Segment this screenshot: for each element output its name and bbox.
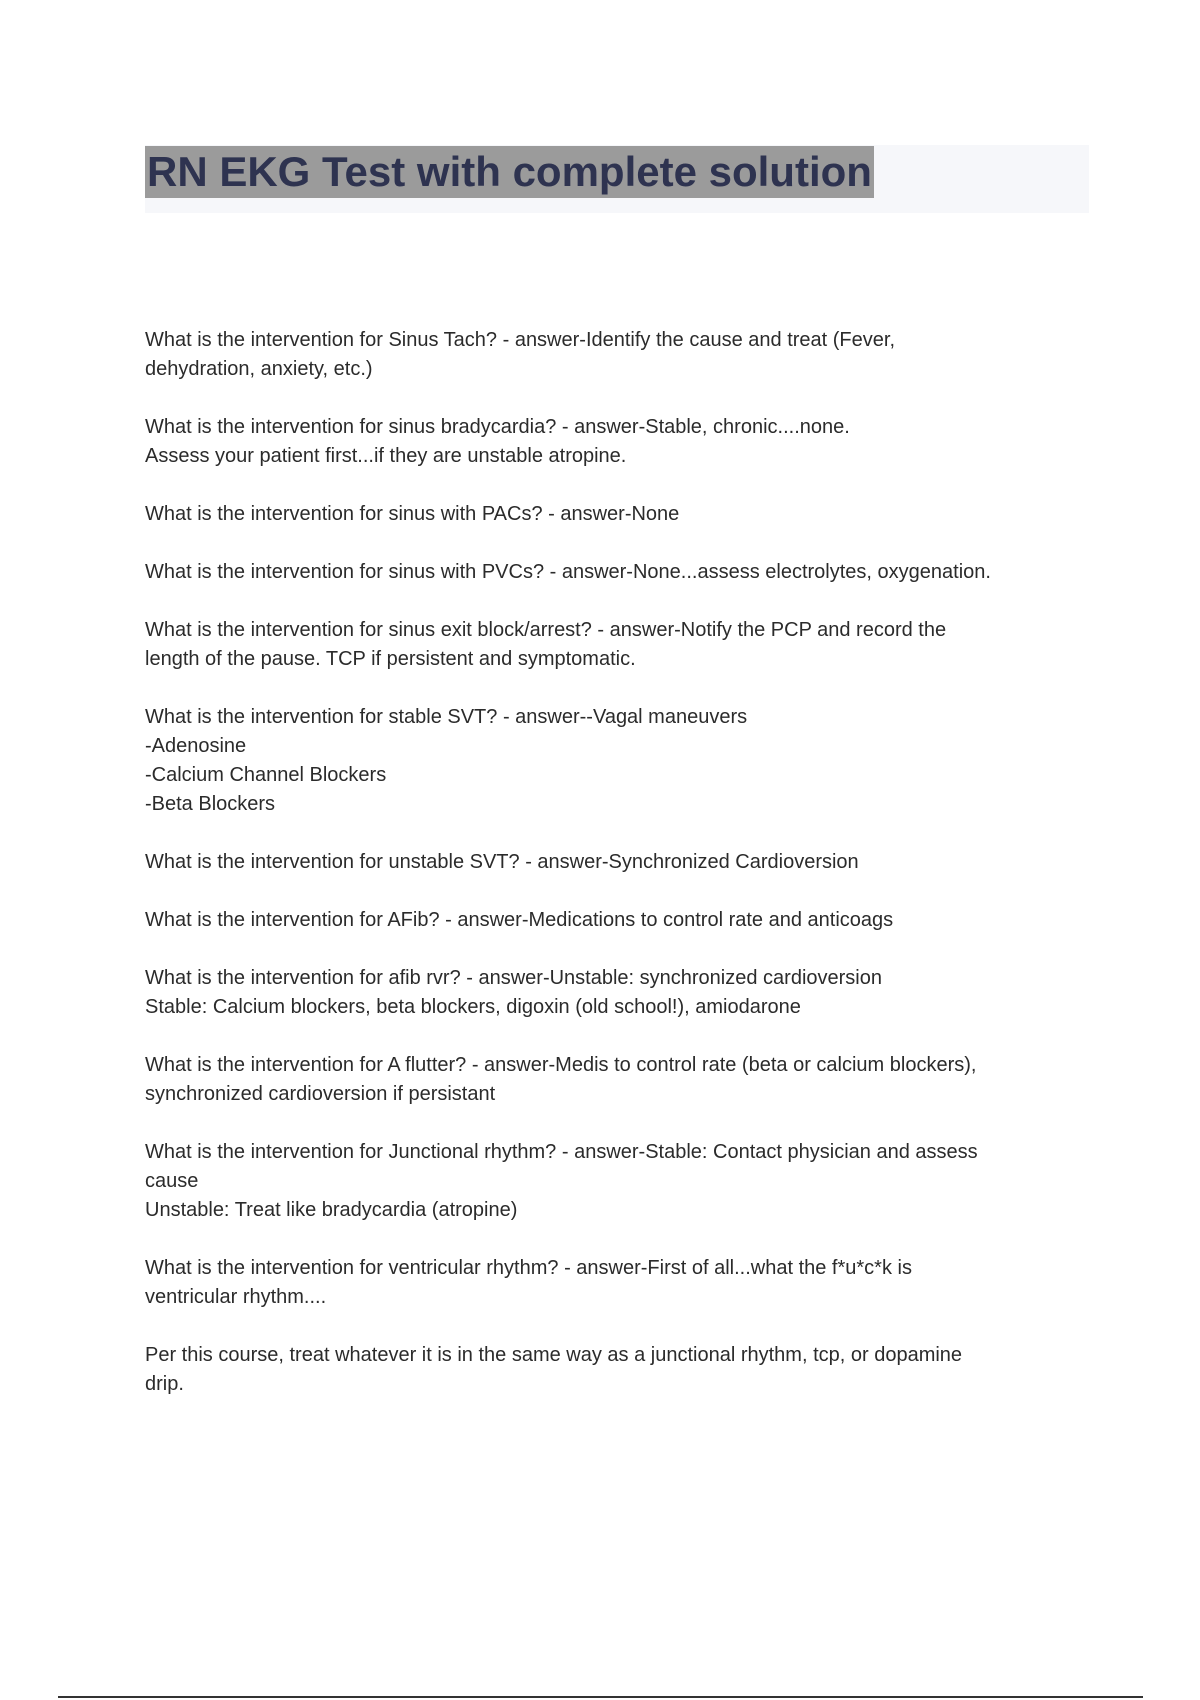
qa-entry-sinus-exit-block: What is the intervention for sinus exit block/arrest? - answer-Notify the PCP and record the length of the pause. TCP if persistent and symptomatic. [145, 619, 947, 670]
footer-rule [58, 1696, 1143, 1698]
qa-entry-sinus-tach: What is the intervention for Sinus Tach? - answer-Identify the cause and treat (Fever, dehydration, anxiety, etc.) [145, 329, 896, 380]
qa-entry-sinus-bradycardia: What is the intervention for sinus bradycardia? - answer-Stable, chronic....none. Assess your patient first...if they are unstable atropine. [145, 416, 850, 467]
qa-list [145, 326, 1095, 1428]
qa-entry-course-note: Per this course, treat whatever it is in the same way as a junctional rhythm, tcp, or dopamine drip. [145, 1344, 963, 1395]
qa-entry-sinus-pvcs: What is the intervention for sinus with PVCs? - answer-None...assess electrolytes, oxygenation. [145, 561, 991, 583]
qa-entry-sinus-pacs: What is the intervention for sinus with PACs? - answer-None [145, 503, 680, 525]
qa-entry-a-flutter: What is the intervention for A flutter? - answer-Medis to control rate (beta or calcium blockers), synchronized cardioversion if persistant [145, 1054, 977, 1105]
qa-entry-unstable-svt: What is the intervention for unstable SVT? - answer-Synchronized Cardioversion [145, 851, 859, 873]
qa-entry-junctional-rhythm: What is the intervention for Junctional rhythm? - answer-Stable: Contact physician and assess cause Unstable: Treat like bradycardia (atropine) [145, 1141, 978, 1221]
qa-entry-stable-svt: What is the intervention for stable SVT? - answer--Vagal maneuvers -Adenosine -Calcium Channel Blockers -Beta Blockers [145, 706, 748, 815]
qa-entry-ventricular-rhythm: What is the intervention for ventricular rhythm? - answer-First of all...what the f*u*c*k is ventricular rhythm.... [145, 1257, 912, 1308]
qa-entry-afib: What is the intervention for AFib? - answer-Medications to control rate and anticoags [145, 909, 894, 931]
qa-entry-afib-rvr: What is the intervention for afib rvr? - answer-Unstable: synchronized cardioversion Stable: Calcium blockers, beta blockers, digoxin (old school!), amiodarone [145, 967, 882, 1018]
page-title: RN EKG Test with complete solution [145, 146, 874, 198]
